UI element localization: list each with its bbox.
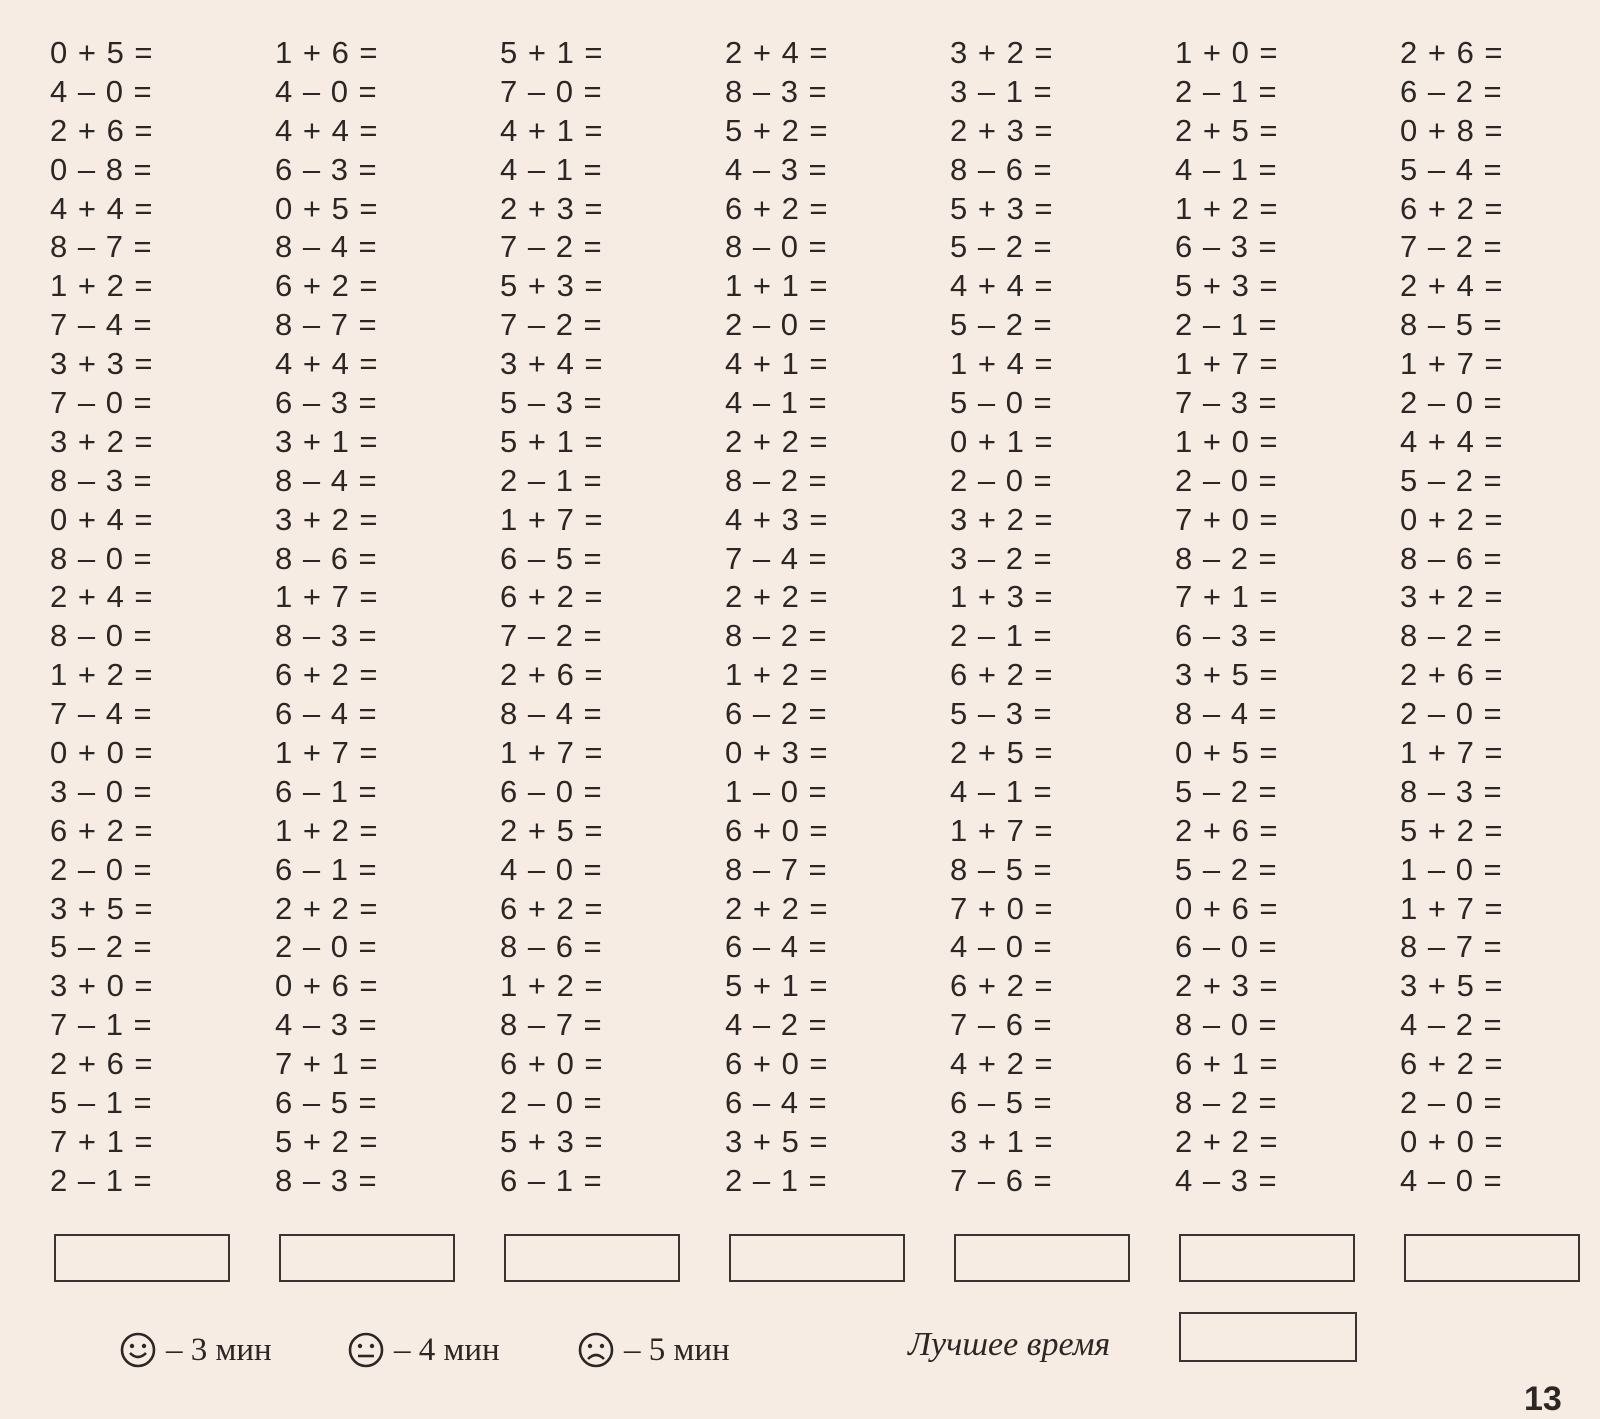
exercise: 5 + 1 = xyxy=(725,968,829,1004)
exercise: 2 + 2 = xyxy=(725,890,829,926)
exercise: 0 + 3 = xyxy=(725,735,829,771)
exercise: 3 + 5 = xyxy=(1175,657,1279,693)
exercise: 5 – 2 = xyxy=(950,307,1053,343)
exercise: 6 – 3 = xyxy=(1175,618,1278,654)
exercise: 1 + 4 = xyxy=(950,346,1054,382)
smiley-happy-icon xyxy=(118,1330,158,1370)
exercise: 4 + 4 = xyxy=(275,112,379,148)
exercise: 6 + 2 = xyxy=(950,968,1054,1004)
exercise: 8 – 7 = xyxy=(725,851,828,887)
exercise: 6 – 5 = xyxy=(500,540,603,576)
exercise: 3 + 2 = xyxy=(275,501,379,537)
smiley-sad-icon xyxy=(576,1330,616,1370)
exercise: 7 – 6 = xyxy=(950,1162,1053,1198)
exercise: 6 + 2 = xyxy=(50,812,154,848)
exercise: 6 – 3 = xyxy=(275,151,378,187)
exercise: 2 – 0 = xyxy=(500,1085,603,1121)
exercise: 0 + 5 = xyxy=(1175,735,1279,771)
exercise: 1 + 2 = xyxy=(50,657,154,693)
exercise: 5 + 3 = xyxy=(500,268,604,304)
exercise: 2 – 1 = xyxy=(500,462,603,498)
exercise: 2 – 0 = xyxy=(725,307,828,343)
exercise: 2 + 4 = xyxy=(50,579,154,615)
exercise: 8 – 0 = xyxy=(725,229,828,265)
exercise: 8 – 2 = xyxy=(1400,618,1503,654)
answer-box[interactable] xyxy=(729,1234,905,1282)
exercise: 8 – 6 = xyxy=(950,151,1053,187)
exercise: 1 + 7 = xyxy=(275,579,379,615)
exercise: 0 + 0 = xyxy=(50,735,154,771)
exercise: 5 + 1 = xyxy=(500,35,604,70)
exercise: 5 + 2 = xyxy=(1400,812,1504,848)
exercise: 6 – 3 = xyxy=(275,385,378,421)
exercise: 1 + 7 = xyxy=(1400,346,1504,382)
answer-box[interactable] xyxy=(1179,1234,1355,1282)
exercise: 7 – 3 = xyxy=(1175,385,1278,421)
exercise: 6 + 0 = xyxy=(500,1046,604,1082)
exercise: 6 + 0 = xyxy=(725,812,829,848)
exercise: 4 – 3 = xyxy=(275,1007,378,1043)
exercise: 3 + 4 = xyxy=(500,346,604,382)
exercise: 4 – 0 = xyxy=(500,851,603,887)
exercise: 3 + 1 = xyxy=(950,1123,1054,1159)
exercise: 2 – 1 = xyxy=(50,1162,153,1198)
exercise: 0 – 8 = xyxy=(50,151,153,187)
exercise: 5 – 1 = xyxy=(50,1085,153,1121)
answer-box[interactable] xyxy=(504,1234,680,1282)
exercise: 2 + 6 = xyxy=(1175,812,1279,848)
exercise: 0 + 5 = xyxy=(275,190,379,226)
answer-box[interactable] xyxy=(1404,1234,1580,1282)
exercise: 1 + 3 = xyxy=(950,579,1054,615)
exercise-column xyxy=(50,34,250,1201)
exercise: 5 – 2 = xyxy=(1175,851,1278,887)
smiley-neutral-icon xyxy=(346,1330,386,1370)
exercise: 1 + 7 = xyxy=(500,735,604,771)
exercise: 2 + 6 = xyxy=(50,1046,154,1082)
exercise: 0 + 6 = xyxy=(1175,890,1279,926)
exercise: 1 – 0 = xyxy=(725,773,828,809)
exercise: 4 – 2 = xyxy=(725,1007,828,1043)
exercise: 6 + 2 = xyxy=(1400,1046,1504,1082)
exercise: 7 – 2 = xyxy=(500,618,603,654)
exercise: 2 – 0 = xyxy=(1400,696,1503,732)
exercise: 4 – 1 = xyxy=(725,385,828,421)
exercise: 2 – 0 = xyxy=(1400,385,1503,421)
exercise: 8 – 2 = xyxy=(1175,540,1278,576)
exercise: 6 + 2 = xyxy=(275,268,379,304)
exercise: 6 – 0 = xyxy=(500,773,603,809)
exercise: 1 + 7 = xyxy=(1175,346,1279,382)
exercise: 2 – 1 = xyxy=(1175,73,1278,109)
answer-box[interactable] xyxy=(954,1234,1130,1282)
exercise: 1 + 0 = xyxy=(1175,423,1279,459)
exercise: 6 + 0 = xyxy=(725,1046,829,1082)
exercise: 6 – 1 = xyxy=(500,1162,603,1198)
exercise: 8 – 4 = xyxy=(1175,696,1278,732)
exercise: 1 + 7 = xyxy=(1400,890,1504,926)
exercise-column xyxy=(1400,34,1600,1201)
exercise: 6 + 2 = xyxy=(725,190,829,226)
exercise: 1 + 2 = xyxy=(1175,190,1279,226)
exercise: 0 + 8 = xyxy=(1400,112,1504,148)
exercise: 8 – 7 = xyxy=(500,1007,603,1043)
exercise: 5 + 2 = xyxy=(275,1123,379,1159)
exercise: 8 – 2 = xyxy=(1175,1085,1278,1121)
exercise: 1 + 7 = xyxy=(1400,735,1504,771)
exercise: 2 + 2 = xyxy=(275,890,379,926)
exercise: 1 – 0 = xyxy=(1400,851,1503,887)
exercise: 4 + 1 = xyxy=(725,346,829,382)
answer-box[interactable] xyxy=(279,1234,455,1282)
exercise: 6 – 0 = xyxy=(1175,929,1278,965)
legend-text: – 5 мин xyxy=(624,1331,730,1368)
exercise: 7 – 0 = xyxy=(50,385,153,421)
exercise: 5 – 4 = xyxy=(1400,151,1503,187)
exercise: 7 + 0 = xyxy=(1175,501,1279,537)
exercise: 8 – 5 = xyxy=(950,851,1053,887)
exercise: 1 + 7 = xyxy=(275,735,379,771)
exercise: 2 – 1 = xyxy=(725,1162,828,1198)
exercise: 6 – 5 = xyxy=(275,1085,378,1121)
exercise: 6 – 3 = xyxy=(1175,229,1278,265)
legend-text: – 4 мин xyxy=(394,1331,500,1368)
exercise: 0 + 2 = xyxy=(1400,501,1504,537)
exercise: 3 – 1 = xyxy=(950,73,1053,109)
best-time-box[interactable] xyxy=(1179,1312,1357,1362)
exercise: 8 – 7 = xyxy=(275,307,378,343)
exercise: 1 + 1 = xyxy=(725,268,829,304)
exercise: 6 – 4 = xyxy=(725,929,828,965)
exercise: 1 + 0 = xyxy=(1175,35,1279,70)
exercise: 5 – 2 = xyxy=(50,929,153,965)
exercise: 2 – 0 = xyxy=(50,851,153,887)
exercise: 3 + 5 = xyxy=(1400,968,1504,1004)
exercise: 3 + 5 = xyxy=(725,1123,829,1159)
exercise: 3 + 2 = xyxy=(950,35,1054,70)
exercise: 0 + 4 = xyxy=(50,501,154,537)
exercise: 1 + 7 = xyxy=(500,501,604,537)
exercise: 6 – 4 = xyxy=(275,696,378,732)
exercise: 8 – 2 = xyxy=(725,618,828,654)
exercise: 2 + 5 = xyxy=(500,812,604,848)
exercise: 4 – 0 = xyxy=(1400,1162,1503,1198)
exercise: 5 + 3 = xyxy=(1175,268,1279,304)
exercise: 2 – 0 = xyxy=(275,929,378,965)
exercise: 1 + 6 = xyxy=(275,35,379,70)
exercise: 3 + 2 = xyxy=(1400,579,1504,615)
exercise: 7 + 0 = xyxy=(950,890,1054,926)
exercise: 0 + 0 = xyxy=(1400,1123,1504,1159)
exercise: 7 – 2 = xyxy=(500,307,603,343)
exercise: 1 + 2 = xyxy=(50,268,154,304)
exercise: 0 + 6 = xyxy=(275,968,379,1004)
exercise: 8 – 3 = xyxy=(725,73,828,109)
exercise: 8 – 3 = xyxy=(1400,773,1503,809)
exercise: 2 + 6 = xyxy=(500,657,604,693)
exercise: 2 – 0 = xyxy=(1175,462,1278,498)
exercise: 6 – 2 = xyxy=(1400,73,1503,109)
exercise: 8 – 6 = xyxy=(1400,540,1503,576)
exercise: 5 – 2 = xyxy=(1400,462,1503,498)
exercise: 2 + 2 = xyxy=(1175,1123,1279,1159)
exercise: 3 + 5 = xyxy=(50,890,154,926)
exercise: 2 + 4 = xyxy=(725,35,829,70)
exercise: 4 + 1 = xyxy=(500,112,604,148)
exercise: 5 – 0 = xyxy=(950,385,1053,421)
exercise: 0 + 1 = xyxy=(950,423,1054,459)
exercise: 8 – 6 = xyxy=(500,929,603,965)
exercise: 5 + 2 = xyxy=(725,112,829,148)
best-time-label: Лучшее время xyxy=(908,1326,1111,1363)
exercise: 4 – 1 = xyxy=(950,773,1053,809)
exercise: 8 – 3 = xyxy=(50,462,153,498)
exercise: 3 + 2 = xyxy=(950,501,1054,537)
exercise: 4 + 3 = xyxy=(725,501,829,537)
exercise: 4 + 2 = xyxy=(950,1046,1054,1082)
exercise: 8 – 0 = xyxy=(50,540,153,576)
legend-item-happy xyxy=(118,1322,272,1378)
exercise: 2 + 5 = xyxy=(1175,112,1279,148)
legend-item-sad xyxy=(576,1322,730,1378)
exercise: 3 – 2 = xyxy=(950,540,1053,576)
exercise: 3 + 2 = xyxy=(50,423,154,459)
exercise-columns xyxy=(0,34,1600,1198)
exercise: 6 + 2 = xyxy=(950,657,1054,693)
exercise: 5 – 2 = xyxy=(950,229,1053,265)
exercise: 4 + 4 = xyxy=(950,268,1054,304)
exercise: 2 – 0 = xyxy=(1400,1085,1503,1121)
exercise-column xyxy=(275,34,475,1201)
exercise: 4 – 3 = xyxy=(725,151,828,187)
exercise: 7 – 4 = xyxy=(50,307,153,343)
exercise: 2 + 4 = xyxy=(1400,268,1504,304)
exercise: 1 + 7 = xyxy=(950,812,1054,848)
exercise: 1 + 2 = xyxy=(725,657,829,693)
exercise: 2 + 6 = xyxy=(1400,657,1504,693)
exercise: 0 + 5 = xyxy=(50,35,154,70)
exercise: 4 – 1 = xyxy=(1175,151,1278,187)
exercise-column xyxy=(500,34,700,1201)
exercise: 3 + 0 = xyxy=(50,968,154,1004)
exercise: 2 + 3 = xyxy=(1175,968,1279,1004)
exercise: 6 + 2 = xyxy=(500,579,604,615)
exercise: 6 + 2 = xyxy=(275,657,379,693)
exercise: 6 + 2 = xyxy=(1400,190,1504,226)
exercise: 2 + 6 = xyxy=(1400,35,1504,70)
exercise: 8 – 7 = xyxy=(1400,929,1503,965)
exercise: 5 + 3 = xyxy=(500,1123,604,1159)
exercise: 2 – 1 = xyxy=(1175,307,1278,343)
exercise: 7 – 0 = xyxy=(500,73,603,109)
exercise: 6 – 5 = xyxy=(950,1085,1053,1121)
exercise: 5 + 1 = xyxy=(500,423,604,459)
exercise: 7 – 6 = xyxy=(950,1007,1053,1043)
exercise: 2 – 0 = xyxy=(950,462,1053,498)
exercise: 6 – 1 = xyxy=(275,773,378,809)
exercise: 7 – 4 = xyxy=(725,540,828,576)
legend-text: – 3 мин xyxy=(166,1331,272,1368)
exercise: 8 – 7 = xyxy=(50,229,153,265)
exercise: 7 + 1 = xyxy=(1175,579,1279,615)
exercise: 6 + 1 = xyxy=(1175,1046,1279,1082)
exercise: 8 – 0 = xyxy=(1175,1007,1278,1043)
exercise: 4 – 3 = xyxy=(1175,1162,1278,1198)
exercise: 8 – 3 = xyxy=(275,1162,378,1198)
exercise: 8 – 5 = xyxy=(1400,307,1503,343)
exercise: 8 – 4 = xyxy=(275,229,378,265)
exercise: 4 – 0 = xyxy=(50,73,153,109)
exercise: 7 + 1 = xyxy=(50,1123,154,1159)
exercise: 4 + 4 = xyxy=(50,190,154,226)
exercise: 8 – 6 = xyxy=(275,540,378,576)
exercise: 5 – 3 = xyxy=(500,385,603,421)
exercise: 1 + 2 = xyxy=(275,812,379,848)
exercise: 5 + 3 = xyxy=(950,190,1054,226)
exercise: 3 + 1 = xyxy=(275,423,379,459)
exercise: 7 – 2 = xyxy=(1400,229,1503,265)
exercise: 6 – 1 = xyxy=(275,851,378,887)
exercise: 6 + 2 = xyxy=(500,890,604,926)
exercise: 1 + 2 = xyxy=(500,968,604,1004)
page-number: 13 xyxy=(1524,1380,1562,1418)
exercise-column xyxy=(950,34,1150,1201)
exercise: 6 – 2 = xyxy=(725,696,828,732)
exercise: 8 – 0 = xyxy=(50,618,153,654)
exercise: 2 – 1 = xyxy=(950,618,1053,654)
exercise: 7 – 1 = xyxy=(50,1007,153,1043)
exercise: 7 – 2 = xyxy=(500,229,603,265)
exercise: 2 + 3 = xyxy=(500,190,604,226)
exercise: 4 – 2 = xyxy=(1400,1007,1503,1043)
exercise-column xyxy=(725,34,925,1201)
exercise: 6 – 4 = xyxy=(725,1085,828,1121)
exercise: 4 + 4 = xyxy=(1400,423,1504,459)
exercise: 3 + 3 = xyxy=(50,346,154,382)
exercise-column xyxy=(1175,34,1375,1201)
exercise: 5 – 3 = xyxy=(950,696,1053,732)
exercise: 8 – 2 = xyxy=(725,462,828,498)
exercise: 4 – 0 = xyxy=(950,929,1053,965)
exercise: 4 – 0 = xyxy=(275,73,378,109)
answer-box[interactable] xyxy=(54,1234,230,1282)
exercise: 7 – 4 = xyxy=(50,696,153,732)
exercise: 2 + 3 = xyxy=(950,112,1054,148)
exercise: 2 + 6 = xyxy=(50,112,154,148)
exercise: 5 – 2 = xyxy=(1175,773,1278,809)
exercise: 2 + 2 = xyxy=(725,579,829,615)
exercise: 2 + 5 = xyxy=(950,735,1054,771)
exercise: 2 + 2 = xyxy=(725,423,829,459)
exercise: 7 + 1 = xyxy=(275,1046,379,1082)
exercise: 8 – 4 = xyxy=(500,696,603,732)
legend-item-neutral xyxy=(346,1322,500,1378)
exercise: 4 – 1 = xyxy=(500,151,603,187)
exercise: 3 – 0 = xyxy=(50,773,153,809)
exercise: 8 – 4 = xyxy=(275,462,378,498)
exercise: 4 + 4 = xyxy=(275,346,379,382)
exercise: 8 – 3 = xyxy=(275,618,378,654)
